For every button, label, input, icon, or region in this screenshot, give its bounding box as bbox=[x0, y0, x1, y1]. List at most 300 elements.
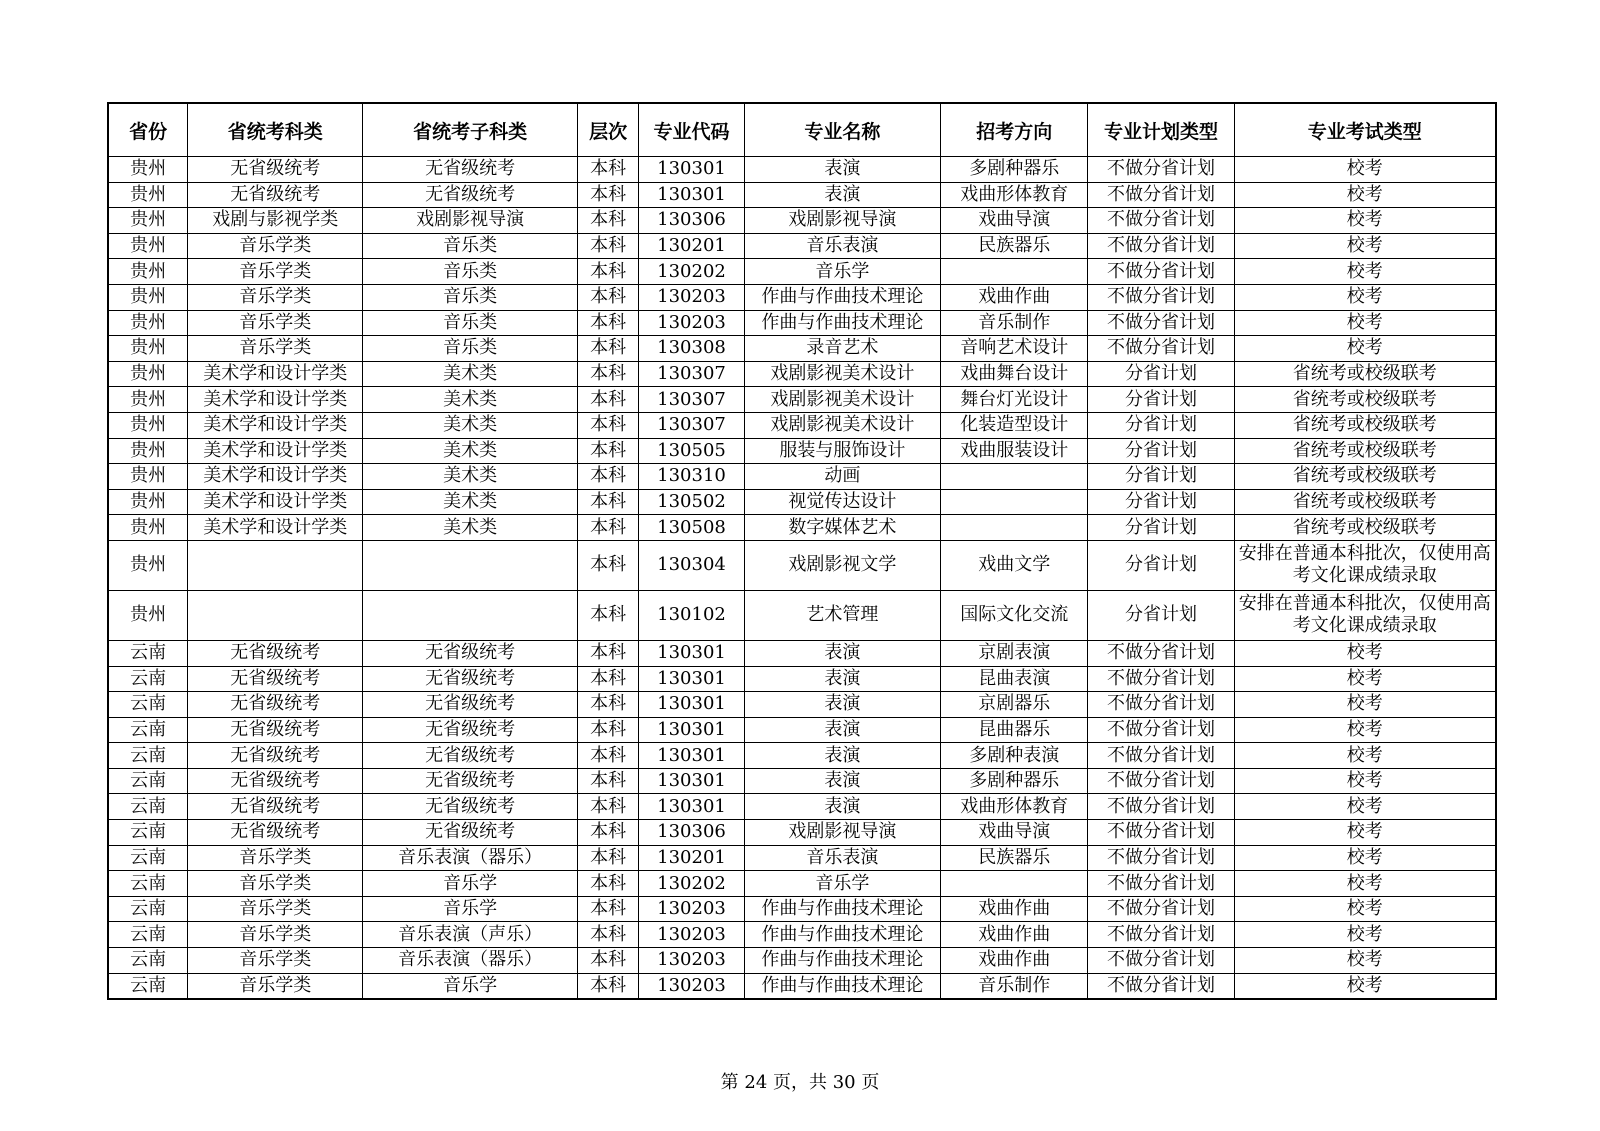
table-row bbox=[108, 640, 1496, 666]
plan-type-cell: 不做分省计划 bbox=[1088, 310, 1234, 336]
province-cell: 贵州 bbox=[108, 438, 188, 464]
exam-subcategory-cell: 无省级统考 bbox=[363, 820, 578, 846]
exam-type-cell: 校考 bbox=[1234, 794, 1496, 820]
exam-subcategory-cell: 音乐表演（器乐） bbox=[363, 845, 578, 871]
exam-category-cell: 无省级统考 bbox=[188, 794, 363, 820]
exam-category-cell: 美术学和设计学类 bbox=[188, 464, 363, 490]
exam-subcategory-cell: 无省级统考 bbox=[363, 794, 578, 820]
exam-type-cell: 省统考或校级联考 bbox=[1234, 361, 1496, 387]
major-code-cell: 130304 bbox=[639, 540, 744, 590]
table-row bbox=[108, 157, 1496, 183]
plan-type-cell: 分省计划 bbox=[1088, 489, 1234, 515]
exam-subcategory-cell: 美术类 bbox=[363, 489, 578, 515]
major-code-cell: 130502 bbox=[639, 489, 744, 515]
major-code-cell: 130202 bbox=[639, 259, 744, 285]
direction-cell: 戏曲形体教育 bbox=[941, 794, 1088, 820]
plan-type-cell: 不做分省计划 bbox=[1088, 640, 1234, 666]
direction-cell: 京剧器乐 bbox=[941, 692, 1088, 718]
major-code-cell: 130203 bbox=[639, 973, 744, 999]
table-row bbox=[108, 540, 1496, 590]
major-code-cell: 130203 bbox=[639, 284, 744, 310]
table-row bbox=[108, 973, 1496, 999]
exam-subcategory-cell: 音乐类 bbox=[363, 259, 578, 285]
level-cell: 本科 bbox=[577, 666, 638, 692]
level-cell: 本科 bbox=[577, 973, 638, 999]
exam-subcategory-cell: 戏剧影视导演 bbox=[363, 208, 578, 234]
exam-category-cell: 戏剧与影视学类 bbox=[188, 208, 363, 234]
province-cell: 贵州 bbox=[108, 259, 188, 285]
major-code-cell: 130301 bbox=[639, 743, 744, 769]
major-code-cell: 130301 bbox=[639, 182, 744, 208]
exam-type-cell: 校考 bbox=[1234, 922, 1496, 948]
major-code-cell: 130307 bbox=[639, 361, 744, 387]
direction-cell: 戏曲导演 bbox=[941, 208, 1088, 234]
table-row bbox=[108, 768, 1496, 794]
exam-subcategory-cell: 无省级统考 bbox=[363, 182, 578, 208]
exam-type-cell: 校考 bbox=[1234, 768, 1496, 794]
major-name-cell: 表演 bbox=[744, 666, 940, 692]
province-cell: 云南 bbox=[108, 845, 188, 871]
direction-cell: 昆曲表演 bbox=[941, 666, 1088, 692]
level-cell: 本科 bbox=[577, 820, 638, 846]
level-cell: 本科 bbox=[577, 540, 638, 590]
table-row bbox=[108, 845, 1496, 871]
direction-cell: 民族器乐 bbox=[941, 233, 1088, 259]
major-name-cell: 戏剧影视美术设计 bbox=[744, 361, 940, 387]
column-header: 省统考子科类 bbox=[363, 103, 578, 157]
plan-type-cell: 不做分省计划 bbox=[1088, 336, 1234, 362]
province-cell: 云南 bbox=[108, 948, 188, 974]
level-cell: 本科 bbox=[577, 845, 638, 871]
major-code-cell: 130301 bbox=[639, 640, 744, 666]
exam-type-cell: 校考 bbox=[1234, 233, 1496, 259]
plan-type-cell: 不做分省计划 bbox=[1088, 794, 1234, 820]
table-row bbox=[108, 692, 1496, 718]
table-row bbox=[108, 794, 1496, 820]
major-code-cell: 130301 bbox=[639, 692, 744, 718]
table-row bbox=[108, 464, 1496, 490]
major-name-cell: 作曲与作曲技术理论 bbox=[744, 973, 940, 999]
direction-cell: 戏曲舞台设计 bbox=[941, 361, 1088, 387]
table-row bbox=[108, 922, 1496, 948]
exam-type-cell: 省统考或校级联考 bbox=[1234, 387, 1496, 413]
exam-category-cell: 美术学和设计学类 bbox=[188, 412, 363, 438]
table-body bbox=[108, 157, 1496, 1000]
exam-subcategory-cell: 音乐类 bbox=[363, 233, 578, 259]
province-cell: 贵州 bbox=[108, 182, 188, 208]
level-cell: 本科 bbox=[577, 768, 638, 794]
exam-type-cell: 校考 bbox=[1234, 896, 1496, 922]
province-cell: 云南 bbox=[108, 717, 188, 743]
major-name-cell: 表演 bbox=[744, 692, 940, 718]
level-cell: 本科 bbox=[577, 640, 638, 666]
exam-subcategory-cell: 音乐类 bbox=[363, 310, 578, 336]
major-code-cell: 130308 bbox=[639, 336, 744, 362]
exam-type-cell: 校考 bbox=[1234, 666, 1496, 692]
province-cell: 贵州 bbox=[108, 464, 188, 490]
exam-category-cell: 音乐学类 bbox=[188, 284, 363, 310]
major-name-cell: 表演 bbox=[744, 182, 940, 208]
direction-cell: 多剧种器乐 bbox=[941, 768, 1088, 794]
major-name-cell: 作曲与作曲技术理论 bbox=[744, 948, 940, 974]
exam-type-cell: 安排在普通本科批次，仅使用高考文化课成绩录取 bbox=[1234, 590, 1496, 640]
province-cell: 云南 bbox=[108, 692, 188, 718]
exam-category-cell bbox=[188, 590, 363, 640]
level-cell: 本科 bbox=[577, 336, 638, 362]
major-name-cell: 表演 bbox=[744, 640, 940, 666]
plan-type-cell: 不做分省计划 bbox=[1088, 208, 1234, 234]
province-cell: 云南 bbox=[108, 640, 188, 666]
level-cell: 本科 bbox=[577, 692, 638, 718]
plan-type-cell: 不做分省计划 bbox=[1088, 182, 1234, 208]
exam-category-cell: 音乐学类 bbox=[188, 233, 363, 259]
column-header: 专业代码 bbox=[639, 103, 744, 157]
exam-category-cell: 无省级统考 bbox=[188, 820, 363, 846]
plan-type-cell: 不做分省计划 bbox=[1088, 743, 1234, 769]
exam-category-cell: 美术学和设计学类 bbox=[188, 438, 363, 464]
table-row bbox=[108, 208, 1496, 234]
exam-subcategory-cell: 无省级统考 bbox=[363, 743, 578, 769]
direction-cell: 多剧种表演 bbox=[941, 743, 1088, 769]
exam-type-cell: 省统考或校级联考 bbox=[1234, 515, 1496, 541]
major-code-cell: 130201 bbox=[639, 845, 744, 871]
major-code-cell: 130307 bbox=[639, 387, 744, 413]
major-name-cell: 作曲与作曲技术理论 bbox=[744, 896, 940, 922]
province-cell: 贵州 bbox=[108, 515, 188, 541]
major-code-cell: 130301 bbox=[639, 768, 744, 794]
level-cell: 本科 bbox=[577, 259, 638, 285]
exam-subcategory-cell: 美术类 bbox=[363, 515, 578, 541]
exam-type-cell: 校考 bbox=[1234, 640, 1496, 666]
table-row bbox=[108, 310, 1496, 336]
major-name-cell: 音乐表演 bbox=[744, 845, 940, 871]
plan-type-cell: 分省计划 bbox=[1088, 361, 1234, 387]
direction-cell: 戏曲作曲 bbox=[941, 922, 1088, 948]
province-cell: 贵州 bbox=[108, 157, 188, 183]
exam-subcategory-cell: 无省级统考 bbox=[363, 666, 578, 692]
exam-subcategory-cell: 美术类 bbox=[363, 438, 578, 464]
major-name-cell: 戏剧影视文学 bbox=[744, 540, 940, 590]
direction-cell: 戏曲服装设计 bbox=[941, 438, 1088, 464]
province-cell: 贵州 bbox=[108, 361, 188, 387]
table-row bbox=[108, 387, 1496, 413]
plan-type-cell: 不做分省计划 bbox=[1088, 666, 1234, 692]
exam-subcategory-cell: 无省级统考 bbox=[363, 157, 578, 183]
direction-cell: 戏曲作曲 bbox=[941, 284, 1088, 310]
province-cell: 贵州 bbox=[108, 489, 188, 515]
level-cell: 本科 bbox=[577, 438, 638, 464]
exam-subcategory-cell: 音乐类 bbox=[363, 336, 578, 362]
exam-subcategory-cell: 音乐学 bbox=[363, 871, 578, 897]
major-name-cell: 表演 bbox=[744, 768, 940, 794]
column-header: 专业名称 bbox=[744, 103, 940, 157]
major-code-cell: 130301 bbox=[639, 666, 744, 692]
exam-category-cell: 无省级统考 bbox=[188, 692, 363, 718]
province-cell: 贵州 bbox=[108, 310, 188, 336]
major-code-cell: 130508 bbox=[639, 515, 744, 541]
exam-subcategory-cell: 音乐表演（器乐） bbox=[363, 948, 578, 974]
major-name-cell: 戏剧影视美术设计 bbox=[744, 412, 940, 438]
major-code-cell: 130201 bbox=[639, 233, 744, 259]
table-row bbox=[108, 820, 1496, 846]
province-cell: 云南 bbox=[108, 820, 188, 846]
province-cell: 贵州 bbox=[108, 208, 188, 234]
major-code-cell: 130203 bbox=[639, 896, 744, 922]
exam-type-cell: 校考 bbox=[1234, 743, 1496, 769]
province-cell: 贵州 bbox=[108, 540, 188, 590]
direction-cell bbox=[941, 464, 1088, 490]
exam-category-cell: 音乐学类 bbox=[188, 336, 363, 362]
table-row bbox=[108, 743, 1496, 769]
exam-subcategory-cell: 美术类 bbox=[363, 412, 578, 438]
exam-type-cell: 安排在普通本科批次，仅使用高考文化课成绩录取 bbox=[1234, 540, 1496, 590]
plan-type-cell: 分省计划 bbox=[1088, 464, 1234, 490]
level-cell: 本科 bbox=[577, 361, 638, 387]
table-row bbox=[108, 666, 1496, 692]
table-row bbox=[108, 233, 1496, 259]
major-name-cell: 表演 bbox=[744, 717, 940, 743]
page-footer: 第 24 页，共 30 页 bbox=[720, 1072, 880, 1093]
exam-category-cell: 美术学和设计学类 bbox=[188, 515, 363, 541]
major-name-cell: 表演 bbox=[744, 743, 940, 769]
exam-category-cell: 音乐学类 bbox=[188, 896, 363, 922]
table-row bbox=[108, 871, 1496, 897]
exam-subcategory-cell: 无省级统考 bbox=[363, 640, 578, 666]
level-cell: 本科 bbox=[577, 717, 638, 743]
major-name-cell: 动画 bbox=[744, 464, 940, 490]
province-cell: 云南 bbox=[108, 973, 188, 999]
major-name-cell: 艺术管理 bbox=[744, 590, 940, 640]
exam-subcategory-cell: 美术类 bbox=[363, 464, 578, 490]
direction-cell: 戏曲文学 bbox=[941, 540, 1088, 590]
exam-type-cell: 校考 bbox=[1234, 973, 1496, 999]
level-cell: 本科 bbox=[577, 208, 638, 234]
direction-cell: 国际文化交流 bbox=[941, 590, 1088, 640]
column-header: 招考方向 bbox=[941, 103, 1088, 157]
plan-type-cell: 不做分省计划 bbox=[1088, 948, 1234, 974]
exam-category-cell: 美术学和设计学类 bbox=[188, 387, 363, 413]
level-cell: 本科 bbox=[577, 182, 638, 208]
plan-type-cell: 不做分省计划 bbox=[1088, 845, 1234, 871]
column-header: 专业计划类型 bbox=[1088, 103, 1234, 157]
plan-type-cell: 不做分省计划 bbox=[1088, 717, 1234, 743]
exam-category-cell bbox=[188, 540, 363, 590]
plan-type-cell: 分省计划 bbox=[1088, 540, 1234, 590]
major-code-cell: 130203 bbox=[639, 948, 744, 974]
major-code-cell: 130202 bbox=[639, 871, 744, 897]
plan-type-cell: 不做分省计划 bbox=[1088, 922, 1234, 948]
level-cell: 本科 bbox=[577, 794, 638, 820]
exam-category-cell: 无省级统考 bbox=[188, 768, 363, 794]
province-cell: 贵州 bbox=[108, 412, 188, 438]
direction-cell: 戏曲导演 bbox=[941, 820, 1088, 846]
level-cell: 本科 bbox=[577, 743, 638, 769]
exam-category-cell: 美术学和设计学类 bbox=[188, 361, 363, 387]
level-cell: 本科 bbox=[577, 922, 638, 948]
exam-category-cell: 音乐学类 bbox=[188, 845, 363, 871]
exam-type-cell: 校考 bbox=[1234, 182, 1496, 208]
exam-type-cell: 校考 bbox=[1234, 310, 1496, 336]
exam-subcategory-cell: 美术类 bbox=[363, 361, 578, 387]
direction-cell: 民族器乐 bbox=[941, 845, 1088, 871]
major-code-cell: 130301 bbox=[639, 717, 744, 743]
major-name-cell: 音乐表演 bbox=[744, 233, 940, 259]
plan-type-cell: 不做分省计划 bbox=[1088, 896, 1234, 922]
exam-type-cell: 省统考或校级联考 bbox=[1234, 412, 1496, 438]
exam-category-cell: 音乐学类 bbox=[188, 871, 363, 897]
table-row bbox=[108, 336, 1496, 362]
plan-type-cell: 分省计划 bbox=[1088, 438, 1234, 464]
province-cell: 贵州 bbox=[108, 336, 188, 362]
level-cell: 本科 bbox=[577, 871, 638, 897]
exam-type-cell: 校考 bbox=[1234, 336, 1496, 362]
column-header: 层次 bbox=[577, 103, 638, 157]
province-cell: 云南 bbox=[108, 768, 188, 794]
direction-cell bbox=[941, 489, 1088, 515]
major-name-cell: 录音艺术 bbox=[744, 336, 940, 362]
direction-cell bbox=[941, 515, 1088, 541]
plan-type-cell: 不做分省计划 bbox=[1088, 768, 1234, 794]
exam-category-cell: 音乐学类 bbox=[188, 310, 363, 336]
table-row bbox=[108, 590, 1496, 640]
province-cell: 云南 bbox=[108, 896, 188, 922]
direction-cell: 化装造型设计 bbox=[941, 412, 1088, 438]
exam-subcategory-cell: 音乐学 bbox=[363, 973, 578, 999]
plan-type-cell: 不做分省计划 bbox=[1088, 820, 1234, 846]
table-header bbox=[108, 103, 1496, 157]
level-cell: 本科 bbox=[577, 590, 638, 640]
major-code-cell: 130301 bbox=[639, 157, 744, 183]
exam-type-cell: 校考 bbox=[1234, 259, 1496, 285]
table-row bbox=[108, 259, 1496, 285]
level-cell: 本科 bbox=[577, 157, 638, 183]
province-cell: 云南 bbox=[108, 922, 188, 948]
table-row bbox=[108, 896, 1496, 922]
major-name-cell: 数字媒体艺术 bbox=[744, 515, 940, 541]
exam-category-cell: 音乐学类 bbox=[188, 259, 363, 285]
table-row bbox=[108, 515, 1496, 541]
exam-category-cell: 无省级统考 bbox=[188, 157, 363, 183]
level-cell: 本科 bbox=[577, 948, 638, 974]
exam-type-cell: 校考 bbox=[1234, 157, 1496, 183]
table-row bbox=[108, 948, 1496, 974]
direction-cell: 戏曲作曲 bbox=[941, 948, 1088, 974]
plan-type-cell: 分省计划 bbox=[1088, 515, 1234, 541]
exam-category-cell: 无省级统考 bbox=[188, 640, 363, 666]
exam-category-cell: 无省级统考 bbox=[188, 717, 363, 743]
column-header: 专业考试类型 bbox=[1234, 103, 1496, 157]
province-cell: 贵州 bbox=[108, 284, 188, 310]
table-row bbox=[108, 717, 1496, 743]
direction-cell: 音响艺术设计 bbox=[941, 336, 1088, 362]
exam-type-cell: 校考 bbox=[1234, 845, 1496, 871]
header-row bbox=[108, 103, 1496, 157]
direction-cell bbox=[941, 871, 1088, 897]
plan-type-cell: 不做分省计划 bbox=[1088, 233, 1234, 259]
major-name-cell: 作曲与作曲技术理论 bbox=[744, 284, 940, 310]
table-row bbox=[108, 182, 1496, 208]
exam-type-cell: 省统考或校级联考 bbox=[1234, 489, 1496, 515]
direction-cell: 戏曲作曲 bbox=[941, 896, 1088, 922]
major-code-cell: 130306 bbox=[639, 820, 744, 846]
level-cell: 本科 bbox=[577, 387, 638, 413]
major-code-cell: 130203 bbox=[639, 310, 744, 336]
table-row bbox=[108, 438, 1496, 464]
major-name-cell: 戏剧影视导演 bbox=[744, 208, 940, 234]
province-cell: 云南 bbox=[108, 794, 188, 820]
table-row bbox=[108, 489, 1496, 515]
exam-type-cell: 校考 bbox=[1234, 948, 1496, 974]
exam-subcategory-cell bbox=[363, 590, 578, 640]
level-cell: 本科 bbox=[577, 412, 638, 438]
exam-category-cell: 无省级统考 bbox=[188, 666, 363, 692]
province-cell: 云南 bbox=[108, 871, 188, 897]
plan-type-cell: 分省计划 bbox=[1088, 412, 1234, 438]
plan-type-cell: 不做分省计划 bbox=[1088, 692, 1234, 718]
major-name-cell: 表演 bbox=[744, 157, 940, 183]
exam-type-cell: 校考 bbox=[1234, 692, 1496, 718]
plan-type-cell: 不做分省计划 bbox=[1088, 157, 1234, 183]
major-name-cell: 音乐学 bbox=[744, 259, 940, 285]
exam-subcategory-cell: 音乐表演（声乐） bbox=[363, 922, 578, 948]
province-cell: 云南 bbox=[108, 743, 188, 769]
major-name-cell: 戏剧影视美术设计 bbox=[744, 387, 940, 413]
major-name-cell: 戏剧影视导演 bbox=[744, 820, 940, 846]
plan-type-cell: 不做分省计划 bbox=[1088, 259, 1234, 285]
major-code-cell: 130307 bbox=[639, 412, 744, 438]
plan-type-cell: 不做分省计划 bbox=[1088, 871, 1234, 897]
level-cell: 本科 bbox=[577, 896, 638, 922]
major-code-cell: 130306 bbox=[639, 208, 744, 234]
major-name-cell: 表演 bbox=[744, 794, 940, 820]
major-name-cell: 视觉传达设计 bbox=[744, 489, 940, 515]
plan-type-cell: 分省计划 bbox=[1088, 590, 1234, 640]
plan-type-cell: 不做分省计划 bbox=[1088, 284, 1234, 310]
exam-type-cell: 校考 bbox=[1234, 871, 1496, 897]
province-cell: 贵州 bbox=[108, 233, 188, 259]
column-header: 省份 bbox=[108, 103, 188, 157]
exam-subcategory-cell: 无省级统考 bbox=[363, 717, 578, 743]
exam-type-cell: 校考 bbox=[1234, 208, 1496, 234]
province-cell: 贵州 bbox=[108, 387, 188, 413]
plan-type-cell: 分省计划 bbox=[1088, 387, 1234, 413]
exam-type-cell: 校考 bbox=[1234, 284, 1496, 310]
exam-type-cell: 省统考或校级联考 bbox=[1234, 438, 1496, 464]
exam-category-cell: 音乐学类 bbox=[188, 973, 363, 999]
exam-category-cell: 音乐学类 bbox=[188, 948, 363, 974]
exam-subcategory-cell bbox=[363, 540, 578, 590]
direction-cell bbox=[941, 259, 1088, 285]
major-name-cell: 音乐学 bbox=[744, 871, 940, 897]
level-cell: 本科 bbox=[577, 284, 638, 310]
level-cell: 本科 bbox=[577, 233, 638, 259]
level-cell: 本科 bbox=[577, 515, 638, 541]
major-code-cell: 130102 bbox=[639, 590, 744, 640]
major-code-cell: 130505 bbox=[639, 438, 744, 464]
major-name-cell: 服装与服饰设计 bbox=[744, 438, 940, 464]
exam-category-cell: 无省级统考 bbox=[188, 182, 363, 208]
plan-type-cell: 不做分省计划 bbox=[1088, 973, 1234, 999]
exam-category-cell: 美术学和设计学类 bbox=[188, 489, 363, 515]
direction-cell: 戏曲形体教育 bbox=[941, 182, 1088, 208]
exam-subcategory-cell: 音乐学 bbox=[363, 896, 578, 922]
major-code-cell: 130301 bbox=[639, 794, 744, 820]
province-cell: 云南 bbox=[108, 666, 188, 692]
level-cell: 本科 bbox=[577, 489, 638, 515]
exam-category-cell: 音乐学类 bbox=[188, 922, 363, 948]
column-header: 省统考科类 bbox=[188, 103, 363, 157]
major-code-cell: 130310 bbox=[639, 464, 744, 490]
